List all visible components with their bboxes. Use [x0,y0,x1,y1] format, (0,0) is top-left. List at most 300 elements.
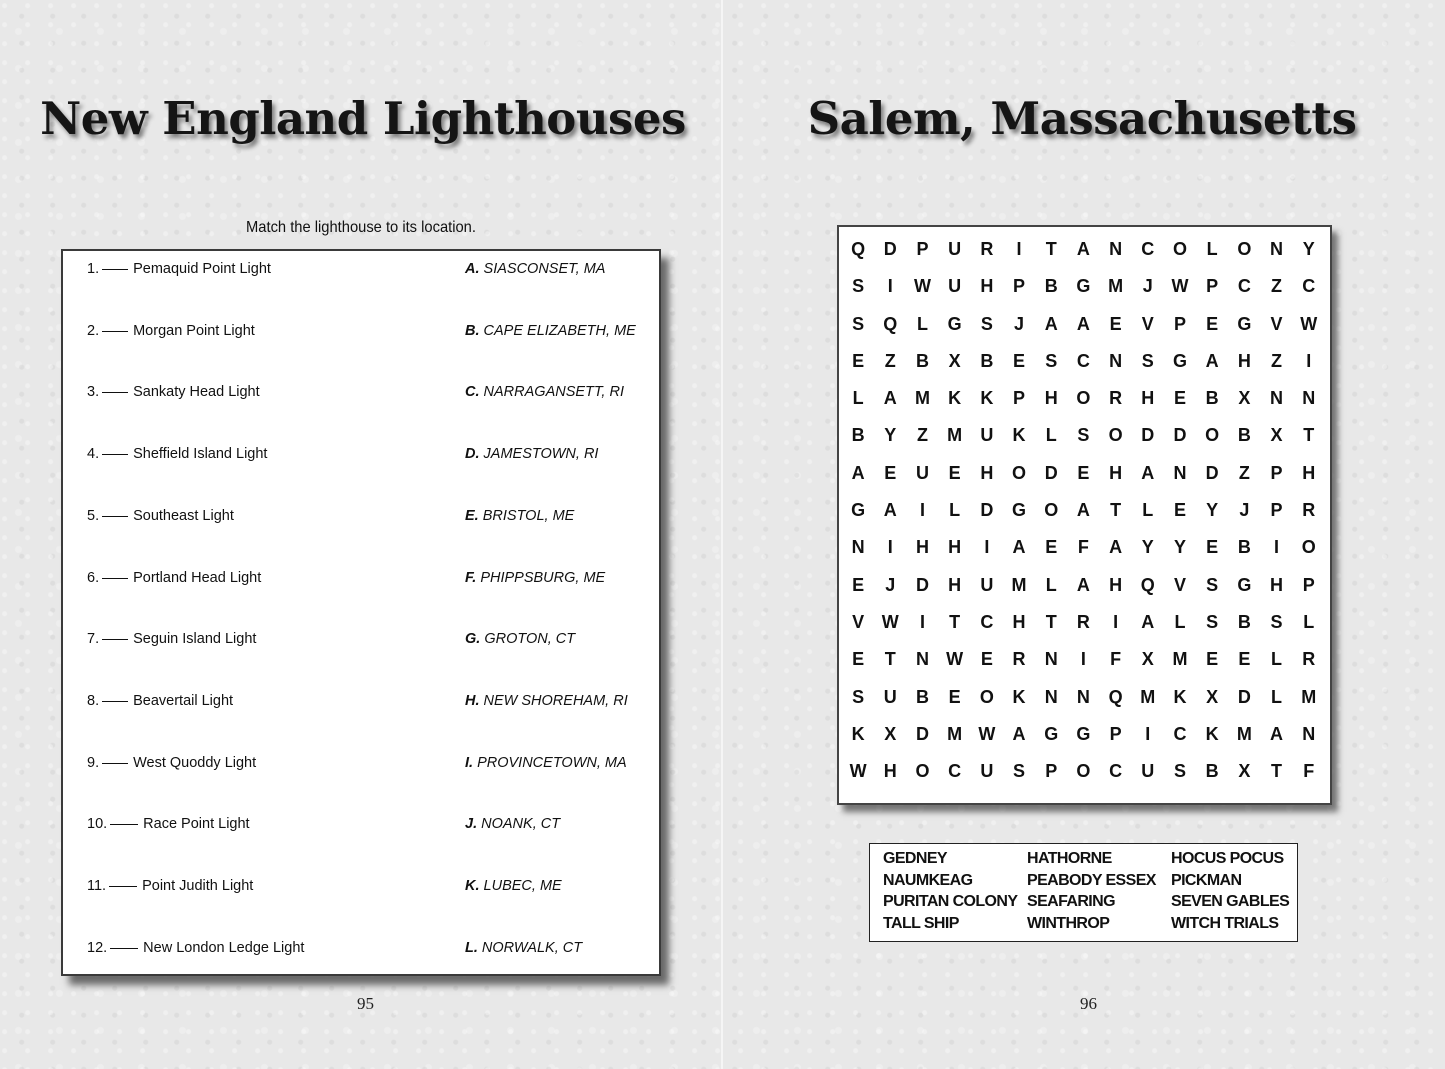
grid-letter[interactable]: A [1141,611,1155,632]
lighthouse-item [87,755,256,771]
grid-letter[interactable]: A [883,388,897,409]
grid-letter[interactable]: S [1206,611,1219,632]
grid-letter[interactable]: H [1109,574,1123,595]
grid-letter[interactable]: Q [1140,574,1155,595]
location-item [465,693,628,709]
grid-letter[interactable]: I [1306,350,1312,371]
grid-letter[interactable]: A [1076,500,1090,521]
grid-letter[interactable]: U [948,276,962,297]
grid-letter[interactable]: L [949,500,961,521]
grid-letter[interactable]: V [1173,574,1186,595]
lighthouse-name: Pemaquid Point Light [133,261,271,277]
grid-letter[interactable]: H [1141,388,1155,409]
grid-letter[interactable]: E [1206,537,1219,558]
location-letter: H. [465,692,480,709]
grid-letter[interactable]: J [1142,276,1153,297]
grid-letter[interactable]: I [1274,537,1280,558]
grid-letter[interactable]: F [1077,537,1089,558]
grid-letter[interactable]: G [1172,350,1187,371]
grid-letter[interactable]: H [1270,574,1284,595]
grid-letter[interactable]: H [980,276,994,297]
grid-letter[interactable]: E [948,686,961,707]
grid-letter[interactable]: C [980,611,994,632]
grid-letter[interactable]: O [1076,761,1091,782]
grid-letter[interactable]: O [979,686,994,707]
grid-letter[interactable]: N [1302,388,1316,409]
lighthouse-item [87,384,260,400]
grid-letter[interactable]: P [1270,500,1283,521]
grid-letter[interactable]: L [1271,649,1283,670]
grid-letter[interactable]: A [1109,537,1123,558]
grid-letter[interactable]: J [1014,313,1025,334]
grid-letter[interactable]: G [1044,723,1059,744]
answer-blank[interactable] [102,516,128,517]
answer-blank[interactable] [102,701,128,702]
grid-letter[interactable]: B [1205,761,1219,782]
grid-letter[interactable]: S [1173,761,1186,782]
grid-letter[interactable]: B [1205,388,1219,409]
location-name: PROVINCETOWN, MA [477,754,627,771]
grid-letter[interactable]: D [915,723,929,744]
grid-letter[interactable]: E [852,350,865,371]
match-row [63,631,659,653]
grid-letter[interactable]: D [1044,462,1058,483]
grid-letter[interactable]: X [948,350,961,371]
grid-letter[interactable]: E [1013,350,1026,371]
word-bank-word: TALL SHIP [883,914,959,932]
grid-letter[interactable]: N [1109,350,1123,371]
grid-letter[interactable]: G [1076,723,1091,744]
right-page [723,0,1445,1069]
grid-letter[interactable]: O [1172,239,1187,259]
grid-letter[interactable]: Z [1271,276,1283,297]
grid-letter[interactable]: S [980,313,993,334]
grid-letter[interactable]: E [852,649,865,670]
grid-letter[interactable]: H [948,574,962,595]
grid-letter[interactable]: E [1206,313,1219,334]
grid-letter[interactable]: U [1141,761,1155,782]
grid-letter[interactable]: S [1013,761,1026,782]
grid-letter[interactable]: X [1238,761,1251,782]
answer-blank[interactable] [102,269,128,270]
grid-letter[interactable]: W [946,649,964,670]
location-name: GROTON, CT [484,631,576,648]
grid-letter[interactable]: E [1173,388,1186,409]
grid-letter[interactable]: O [1012,462,1027,483]
grid-letter[interactable]: Z [916,425,928,446]
grid-letter[interactable]: M [1011,574,1027,595]
grid-letter[interactable]: B [915,350,929,371]
grid-letter[interactable]: K [1205,723,1219,744]
match-row [63,446,659,468]
grid-letter[interactable]: V [1141,313,1154,334]
grid-letter[interactable]: B [851,425,865,446]
item-number: 5. [87,507,100,524]
location-name: SIASCONSET, MA [483,261,606,277]
grid-letter[interactable]: F [1303,761,1315,782]
salem-title: Salem, Massachusetts [807,92,1357,145]
answer-blank[interactable] [102,578,128,579]
grid-letter[interactable]: V [852,611,865,632]
lighthouse-name: Point Judith Light [142,878,254,894]
grid-letter[interactable]: L [1206,239,1218,259]
grid-letter[interactable]: R [1302,649,1316,670]
grid-letter[interactable]: S [1141,350,1154,371]
answer-blank[interactable] [102,331,128,332]
item-number: 6. [87,569,100,586]
grid-letter[interactable]: I [1016,239,1022,259]
grid-letter[interactable]: O [1044,500,1059,521]
lighthouse-item [87,816,250,832]
answer-blank[interactable] [102,639,128,640]
grid-letter[interactable]: L [1142,500,1154,521]
grid-letter[interactable]: Q [851,239,866,259]
grid-letter[interactable]: L [1045,425,1057,446]
grid-letter[interactable]: B [915,686,929,707]
grid-letter[interactable]: M [1301,686,1317,707]
grid-letter[interactable]: D [980,500,994,521]
grid-letter[interactable]: I [919,611,925,632]
match-row [63,940,659,962]
grid-letter[interactable]: L [852,388,864,409]
grid-letter[interactable]: H [1044,388,1058,409]
grid-letter[interactable]: L [1174,611,1186,632]
grid-letter[interactable]: N [915,649,929,670]
grid-letter[interactable]: A [1270,723,1284,744]
grid-letter[interactable]: H [1302,462,1316,483]
grid-letter[interactable]: O [1237,239,1252,259]
location-letter: B. [465,322,480,339]
answer-blank[interactable] [109,886,137,887]
grid-letter[interactable]: P [1302,574,1315,595]
grid-letter[interactable]: H [1237,350,1251,371]
word-bank-word: HOCUS POCUS [1171,850,1284,867]
grid-letter[interactable]: X [884,723,897,744]
grid-letter[interactable]: I [887,276,893,297]
grid-letter[interactable]: B [1044,276,1058,297]
grid-letter[interactable]: K [1012,425,1026,446]
answer-blank[interactable] [110,948,138,949]
grid-letter[interactable]: H [883,761,897,782]
grid-letter[interactable]: E [852,574,865,595]
grid-letter[interactable]: T [1303,425,1315,446]
grid-letter[interactable]: C [1109,761,1123,782]
location-letter: I. [465,754,474,771]
grid-letter[interactable]: A [1141,462,1155,483]
grid-letter[interactable]: Q [1108,686,1123,707]
grid-letter[interactable]: L [1303,611,1315,632]
grid-letter[interactable]: S [852,686,865,707]
grid-letter[interactable]: P [916,239,929,259]
location-name: LUBEC, ME [483,878,562,894]
grid-letter[interactable]: T [884,649,896,670]
word-search-grid [842,239,1325,798]
item-number: 10. [87,816,108,833]
grid-letter[interactable]: I [1113,611,1119,632]
match-row [63,261,659,283]
left-page [0,0,722,1069]
grid-letter[interactable]: E [1206,649,1219,670]
grid-letter[interactable]: W [881,611,899,632]
location-item [465,446,598,462]
word-bank-word: PURITAN COLONY [883,893,1018,910]
item-number: 7. [87,631,100,648]
grid-letter[interactable]: U [980,574,994,595]
grid-letter[interactable]: I [1080,649,1086,670]
grid-letter[interactable]: K [1012,686,1026,707]
grid-letter[interactable]: D [1141,425,1155,446]
grid-letter[interactable]: V [1270,313,1283,334]
grid-letter[interactable]: E [1077,462,1090,483]
location-item [465,755,627,771]
grid-letter[interactable]: F [1110,649,1122,670]
matching-instruction: Match the lighthouse to its location. [246,219,476,236]
grid-letter[interactable]: A [1012,723,1026,744]
grid-letter[interactable]: X [1270,425,1283,446]
grid-letter[interactable]: W [1300,313,1318,334]
word-bank-word: WITCH TRIALS [1171,914,1279,932]
grid-letter[interactable]: S [1077,425,1090,446]
grid-letter[interactable]: H [980,462,994,483]
grid-letter[interactable]: G [1076,276,1091,297]
grid-letter[interactable]: X [1141,649,1154,670]
grid-letter[interactable]: P [1013,276,1026,297]
grid-letter[interactable]: T [949,611,961,632]
grid-letter[interactable]: Y [1141,537,1154,558]
grid-letter[interactable]: I [919,500,925,521]
lighthouse-name: Seguin Island Light [133,631,257,648]
grid-letter[interactable]: Y [884,425,897,446]
grid-letter[interactable]: W [1171,276,1189,297]
grid-letter[interactable]: X [1238,388,1251,409]
lighthouses-title: New England Lighthouses [40,92,686,145]
grid-letter[interactable]: O [915,761,930,782]
location-name: BRISTOL, ME [482,507,575,524]
grid-letter[interactable]: R [1076,611,1090,632]
grid-letter[interactable]: U [980,425,994,446]
location-name: JAMESTOWN, RI [483,446,599,463]
grid-letter[interactable]: P [1013,388,1026,409]
grid-letter[interactable]: S [852,313,865,334]
grid-letter[interactable]: M [1108,276,1124,297]
grid-letter[interactable]: L [1045,574,1057,595]
grid-letter[interactable]: M [1236,723,1252,744]
grid-letter[interactable]: D [1173,425,1187,446]
grid-letter[interactable]: R [980,239,994,259]
lighthouse-name: Southeast Light [133,507,234,524]
grid-letter[interactable]: Y [1206,500,1219,521]
answer-blank[interactable] [102,392,128,393]
item-number: 3. [87,384,100,401]
grid-letter[interactable]: B [1237,425,1251,446]
grid-letter[interactable]: J [1239,500,1250,521]
lighthouse-name: Morgan Point Light [133,322,255,339]
grid-letter[interactable]: Y [1302,239,1315,259]
grid-letter[interactable]: O [1076,388,1091,409]
grid-letter[interactable]: N [1302,723,1316,744]
grid-letter[interactable]: U [948,239,962,259]
grid-letter[interactable]: N [1173,462,1187,483]
grid-letter[interactable]: M [947,723,963,744]
page-number-right: 96 [1080,994,1097,1013]
grid-letter[interactable]: H [915,537,929,558]
grid-letter[interactable]: A [1076,313,1090,334]
grid-letter[interactable]: N [1076,686,1090,707]
answer-blank[interactable] [102,454,128,455]
location-letter: G. [465,631,481,648]
lighthouse-item [87,323,255,339]
match-row [63,878,659,900]
grid-letter[interactable]: L [1271,686,1283,707]
grid-letter[interactable]: I [1145,723,1151,744]
grid-letter[interactable]: P [1173,313,1186,334]
grid-letter[interactable]: Z [884,350,896,371]
grid-letter[interactable]: W [913,276,931,297]
location-item [465,878,562,894]
lighthouse-name: Sankaty Head Light [133,384,260,401]
grid-letter[interactable]: D [883,239,897,259]
grid-letter[interactable]: H [948,537,962,558]
grid-letter[interactable]: S [1045,350,1058,371]
grid-letter[interactable]: N [1109,239,1123,259]
location-item [465,940,582,956]
grid-letter[interactable]: N [1044,649,1058,670]
grid-letter[interactable]: A [1076,239,1090,259]
grid-letter[interactable]: C [1173,723,1187,744]
grid-letter[interactable]: D [915,574,929,595]
grid-letter[interactable]: B [1237,537,1251,558]
grid-letter[interactable]: A [883,500,897,521]
grid-letter[interactable]: E [884,462,897,483]
grid-letter[interactable]: S [1270,611,1283,632]
grid-letter[interactable]: C [1302,276,1316,297]
grid-letter[interactable]: T [1271,761,1283,782]
grid-letter[interactable]: D [1237,686,1251,707]
grid-letter[interactable]: O [1108,425,1123,446]
grid-letter[interactable]: R [1109,388,1123,409]
grid-letter[interactable]: K [851,723,865,744]
grid-letter[interactable]: G [1237,574,1252,595]
word-bank-word: SEVEN GABLES [1171,893,1290,910]
grid-letter[interactable]: M [1172,649,1188,670]
grid-letter[interactable]: J [885,574,896,595]
grid-letter[interactable]: R [1302,500,1316,521]
location-letter: D. [465,446,480,463]
grid-letter[interactable]: W [978,723,996,744]
grid-letter[interactable]: Q [883,313,898,334]
grid-letter[interactable]: N [1270,388,1284,409]
grid-letter[interactable]: C [1076,350,1090,371]
grid-letter[interactable]: U [980,761,994,782]
word-bank-word: SEAFARING [1027,893,1115,910]
grid-letter[interactable]: S [1206,574,1219,595]
location-item [465,323,636,339]
grid-letter[interactable]: T [1045,611,1057,632]
grid-letter[interactable]: E [980,649,993,670]
grid-letter[interactable]: X [1206,686,1219,707]
grid-letter[interactable]: K [1173,686,1187,707]
grid-letter[interactable]: K [980,388,994,409]
grid-letter[interactable]: O [1301,537,1316,558]
grid-letter[interactable]: Z [1238,462,1250,483]
answer-blank[interactable] [110,824,138,825]
lighthouse-item [87,261,271,277]
grid-letter[interactable]: G [1012,500,1027,521]
grid-letter[interactable]: N [1270,239,1284,259]
item-number: 8. [87,692,100,709]
grid-letter[interactable]: B [1237,611,1251,632]
grid-letter[interactable]: U [883,686,897,707]
item-number: 1. [87,261,100,277]
grid-letter[interactable]: S [852,276,865,297]
grid-letter[interactable]: E [1238,649,1251,670]
lighthouse-item [87,631,256,647]
grid-letter[interactable]: E [1173,500,1186,521]
lighthouse-name: Portland Head Light [133,569,262,586]
grid-letter[interactable]: I [887,537,893,558]
grid-letter[interactable]: Z [1271,350,1283,371]
word-bank-word: PEABODY ESSEX [1027,871,1156,889]
grid-letter[interactable]: T [1110,500,1122,521]
grid-letter[interactable]: A [1012,537,1026,558]
location-name: PHIPPSBURG, ME [480,569,606,586]
lighthouse-item [87,878,253,894]
grid-letter[interactable]: A [851,462,865,483]
grid-letter[interactable]: U [915,462,929,483]
grid-letter[interactable]: R [1012,649,1026,670]
grid-letter[interactable]: K [948,388,962,409]
grid-letter[interactable]: C [948,761,962,782]
grid-letter[interactable]: A [1044,313,1058,334]
grid-letter[interactable]: I [984,537,990,558]
grid-letter[interactable]: G [1237,313,1252,334]
grid-letter[interactable]: G [947,313,962,334]
grid-letter[interactable]: P [1270,462,1283,483]
grid-letter[interactable]: G [851,500,866,521]
answer-blank[interactable] [102,763,128,764]
grid-letter[interactable]: M [1140,686,1156,707]
grid-letter[interactable]: A [1076,574,1090,595]
grid-letter[interactable]: P [1045,761,1058,782]
grid-letter[interactable]: C [1237,276,1251,297]
grid-letter[interactable]: E [1109,313,1122,334]
grid-letter[interactable]: H [1109,462,1123,483]
grid-letter[interactable]: N [851,537,865,558]
grid-letter[interactable]: W [849,761,867,782]
grid-letter[interactable]: P [1109,723,1122,744]
grid-letter[interactable]: O [1205,425,1220,446]
grid-letter[interactable]: M [947,425,963,446]
grid-letter[interactable]: P [1206,276,1219,297]
location-letter: K. [465,878,480,894]
grid-letter[interactable]: H [1012,611,1026,632]
grid-letter[interactable]: L [916,313,928,334]
grid-letter[interactable]: T [1045,239,1057,259]
grid-letter[interactable]: E [1045,537,1058,558]
grid-letter[interactable]: E [948,462,961,483]
grid-letter[interactable]: M [914,388,930,409]
word-bank-word: PICKMAN [1171,871,1242,889]
grid-letter[interactable]: C [1141,239,1155,259]
grid-letter[interactable]: Y [1173,537,1186,558]
grid-letter[interactable]: N [1044,686,1058,707]
location-name: NOANK, CT [481,816,561,833]
lighthouse-item [87,693,233,709]
page-number-left: 95 [357,994,374,1013]
grid-letter[interactable]: D [1205,462,1219,483]
grid-letter[interactable]: A [1205,350,1219,371]
grid-letter[interactable]: B [980,350,994,371]
